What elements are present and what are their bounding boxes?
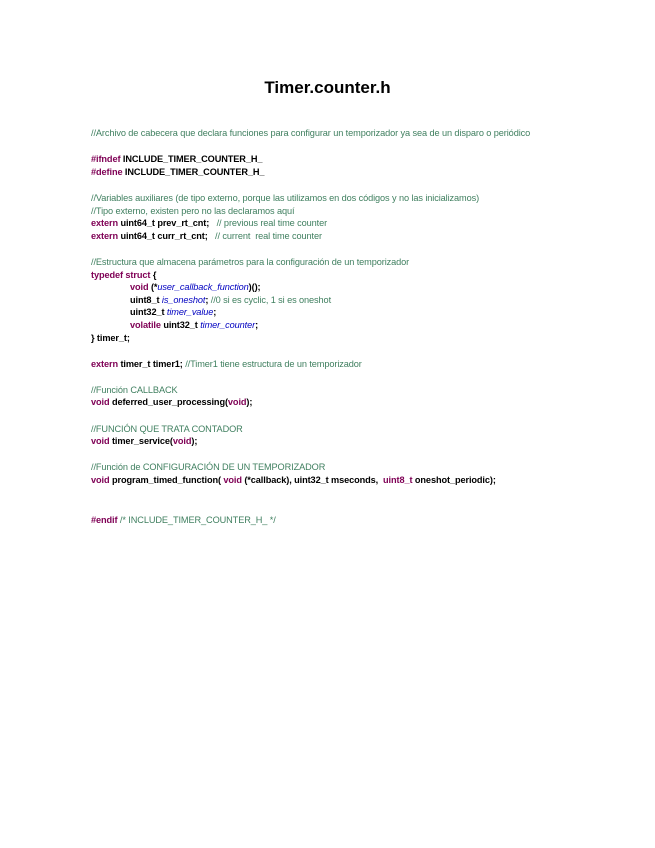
timer-value-member-line: uint32_t timer_value; — [130, 307, 217, 318]
deferred-processing-line — [91, 396, 561, 409]
ifndef-line — [91, 153, 561, 166]
function-name: deferred_user_processing( — [111, 397, 228, 408]
function-end: ); — [191, 436, 198, 447]
prev-rt-cnt-line — [91, 217, 561, 230]
member-name: user_callback_function — [157, 282, 249, 293]
param: (*callback), — [244, 475, 292, 486]
program-timed-function-line — [91, 474, 561, 487]
code-block — [91, 127, 561, 526]
declaration: uint64_t prev_rt_cnt; — [120, 218, 210, 229]
extern-keyword: extern — [91, 230, 118, 241]
param: oneshot_periodic); — [414, 475, 496, 486]
inline-comment: // previous real time counter — [216, 218, 328, 229]
timer1-line — [91, 358, 561, 371]
timer-service-line — [91, 435, 561, 448]
pointer-open: (* — [150, 282, 158, 293]
member-name: timer_value — [166, 307, 214, 318]
struct-comment: //Estructura que almacena parámetros para la configuración de un temporizador — [91, 256, 410, 267]
void-keyword: void — [91, 397, 110, 408]
param: mseconds, — [331, 475, 379, 486]
callback-comment: //Función CALLBACK — [91, 384, 178, 395]
extern-keyword: extern — [91, 358, 118, 369]
type-name: uint8_t — [130, 294, 160, 305]
inline-comment: // current real time counter — [215, 230, 322, 241]
config-comment: //Función de CONFIGURACIÓN DE UN TEMPORIZADOR — [91, 462, 326, 473]
inline-comment: //0 si es cyclic, 1 si es oneshot — [210, 294, 332, 305]
macro-name: INCLUDE_TIMER_COUNTER_H_ — [122, 154, 263, 165]
typedef-keyword: typedef struct — [91, 269, 151, 280]
open-brace: { — [152, 269, 157, 280]
void-keyword: void — [172, 436, 192, 447]
void-keyword: void — [227, 397, 247, 408]
is-oneshot-member-line: uint8_t is_oneshot; //0 si es cyclic, 1 si es oneshot — [130, 294, 332, 305]
timer-counter-member-line: volatile uint32_t timer_counter; — [130, 319, 259, 330]
extern-keyword: extern — [91, 218, 118, 229]
curr-rt-cnt-line — [91, 230, 561, 243]
member-name: is_oneshot — [161, 294, 206, 305]
inline-comment: //Timer1 tiene estructura de un temporizador — [185, 358, 362, 369]
variables-comment: //Variables auxiliares (de tipo externo, porque las utilizamos en dos códigos y no las inicializamos) — [91, 192, 480, 203]
function-end: ); — [246, 397, 253, 408]
void-keyword: void — [91, 436, 110, 447]
document-title: Timer.counter.h — [264, 78, 391, 97]
type-name: uint32_t — [163, 319, 198, 330]
counter-comment: //FUNCIÓN QUE TRATA CONTADOR — [91, 423, 243, 434]
declaration: timer_t timer1; — [120, 358, 183, 369]
function-name: timer_service( — [111, 436, 173, 447]
type-name: uint32_t — [294, 475, 329, 486]
pointer-close: )(); — [248, 282, 261, 293]
header-comment: //Archivo de cabecera que declara funciones para configurar un temporizador ya sea de un disparo o periódico — [91, 128, 531, 138]
extern-type-comment: //Tipo externo, existen pero no las declaramos aquí — [91, 205, 295, 216]
declaration: uint64_t curr_rt_cnt; — [120, 230, 208, 241]
struct-close-line: } timer_t; — [91, 332, 130, 343]
type-name: uint8_t — [383, 475, 413, 486]
preprocessor-keyword: #define — [91, 166, 123, 177]
typedef-line — [91, 269, 561, 282]
preprocessor-keyword: #endif — [91, 514, 118, 525]
void-keyword: void — [223, 475, 242, 486]
macro-name: INCLUDE_TIMER_COUNTER_H_ — [124, 166, 265, 177]
callback-member-line — [91, 281, 561, 294]
void-keyword: void — [130, 282, 149, 293]
inline-comment: /* INCLUDE_TIMER_COUNTER_H_ */ — [119, 514, 276, 525]
member-name: timer_counter — [200, 319, 256, 330]
function-name: program_timed_function( — [111, 475, 221, 486]
define-line — [91, 166, 561, 179]
volatile-keyword: volatile — [130, 319, 161, 330]
preprocessor-keyword: #ifndef — [91, 154, 121, 165]
endif-line — [91, 514, 561, 527]
void-keyword: void — [91, 475, 110, 486]
type-name: uint32_t — [130, 307, 165, 318]
